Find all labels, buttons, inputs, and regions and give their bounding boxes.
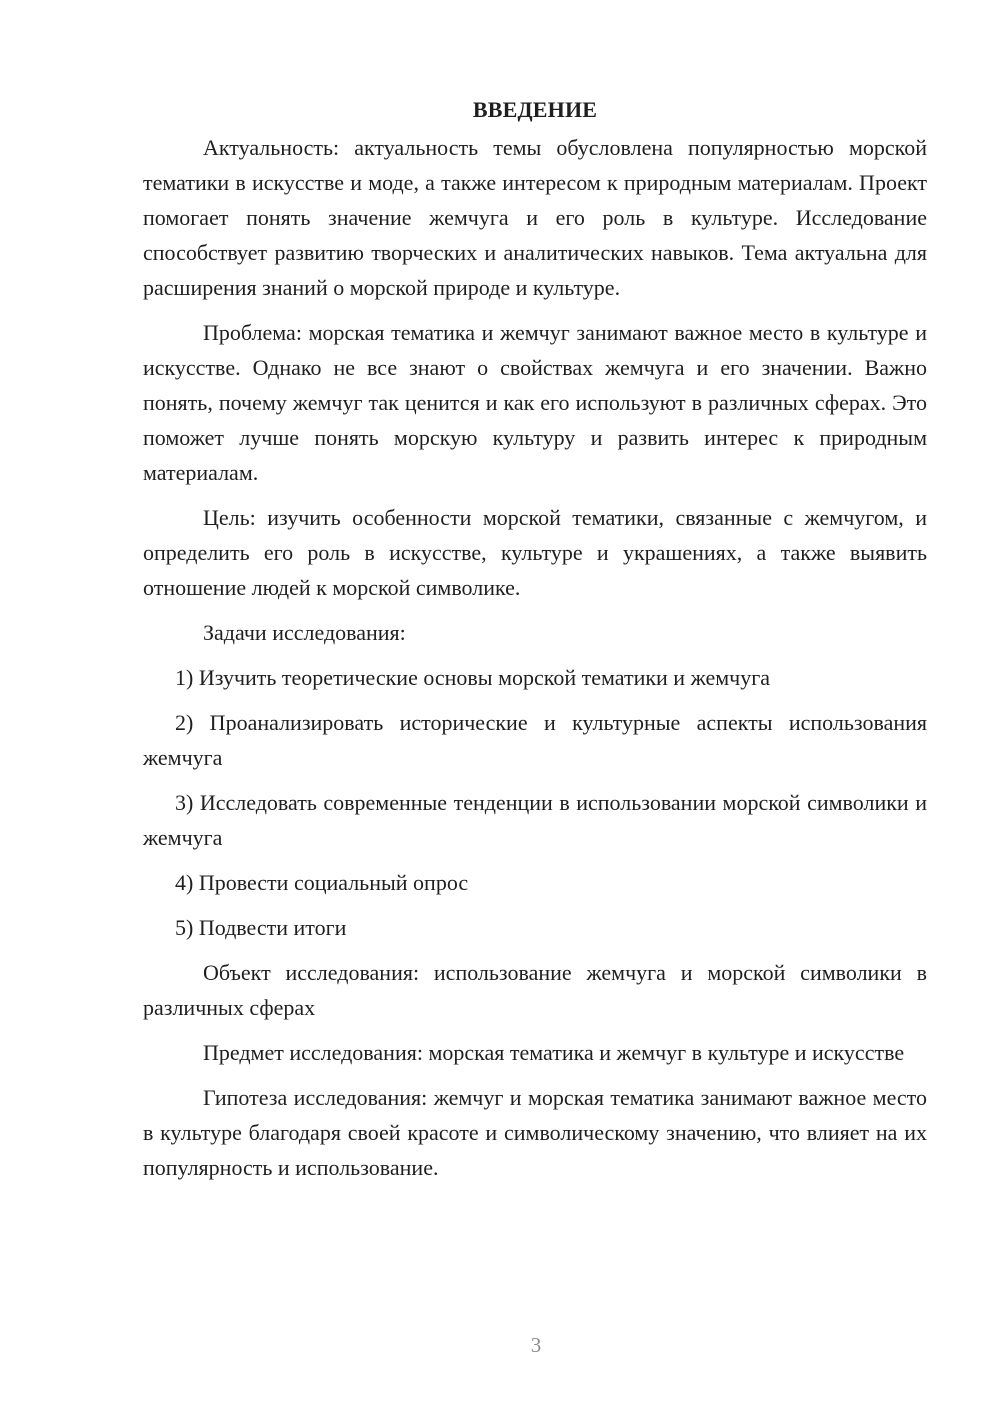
problem-paragraph: Проблема: морская тематика и жемчуг занимают важное место в культуре и искусстве. Однако не все знают о свойствах жемчуга и его значении. Важно понять, почему жемчуг так ценится и как его используют в различных сферах. Это поможет лучше понять морскую культуру и развить интерес к природным материалам.: [143, 320, 927, 485]
document-page: [143, 92, 927, 1195]
task-item-5: 5) Подвести итоги: [175, 915, 347, 940]
task-item-4: 4) Провести социальный опрос: [175, 870, 469, 895]
page-title: ВВЕДЕНИЕ: [472, 97, 598, 122]
task-item-3: 3) Исследовать современные тенденции в использовании морской символики и жемчуга: [143, 790, 927, 850]
task-item-1: 1) Изучить теоретические основы морской тематики и жемчуга: [175, 665, 771, 690]
research-subject-paragraph: Предмет исследования: морская тематика и жемчуг в культуре и искусстве: [203, 1040, 905, 1065]
relevance-paragraph: Актуальность: актуальность темы обусловлена популярностью морской тематики в искусстве и моде, а также интересом к природным материалам. Проект помогает понять значение жемчуга и его роль в культуре. Исследование способствует развитию творческих и аналитических навыков. Тема актуальна для расширения знаний о морской природе и культуре.: [143, 135, 927, 300]
goal-paragraph: Цель: изучить особенности морской тематики, связанные с жемчугом, и определить его роль в искусстве, культуре и украшениях, а также выявить отношение людей к морской символике.: [143, 505, 927, 600]
tasks-title: Задачи исследования:: [203, 620, 406, 645]
research-object-paragraph: Объект исследования: использование жемчуга и морской символики в различных сферах: [143, 960, 927, 1020]
task-item-2: 2) Проанализировать исторические и культурные аспекты использования жемчуга: [143, 710, 927, 770]
hypothesis-paragraph: Гипотеза исследования: жемчуг и морская тематика занимают важное место в культуре благодаря своей красоте и символическому значению, что влияет на их популярность и использование.: [143, 1085, 927, 1180]
page-number: 3: [530, 1333, 542, 1357]
